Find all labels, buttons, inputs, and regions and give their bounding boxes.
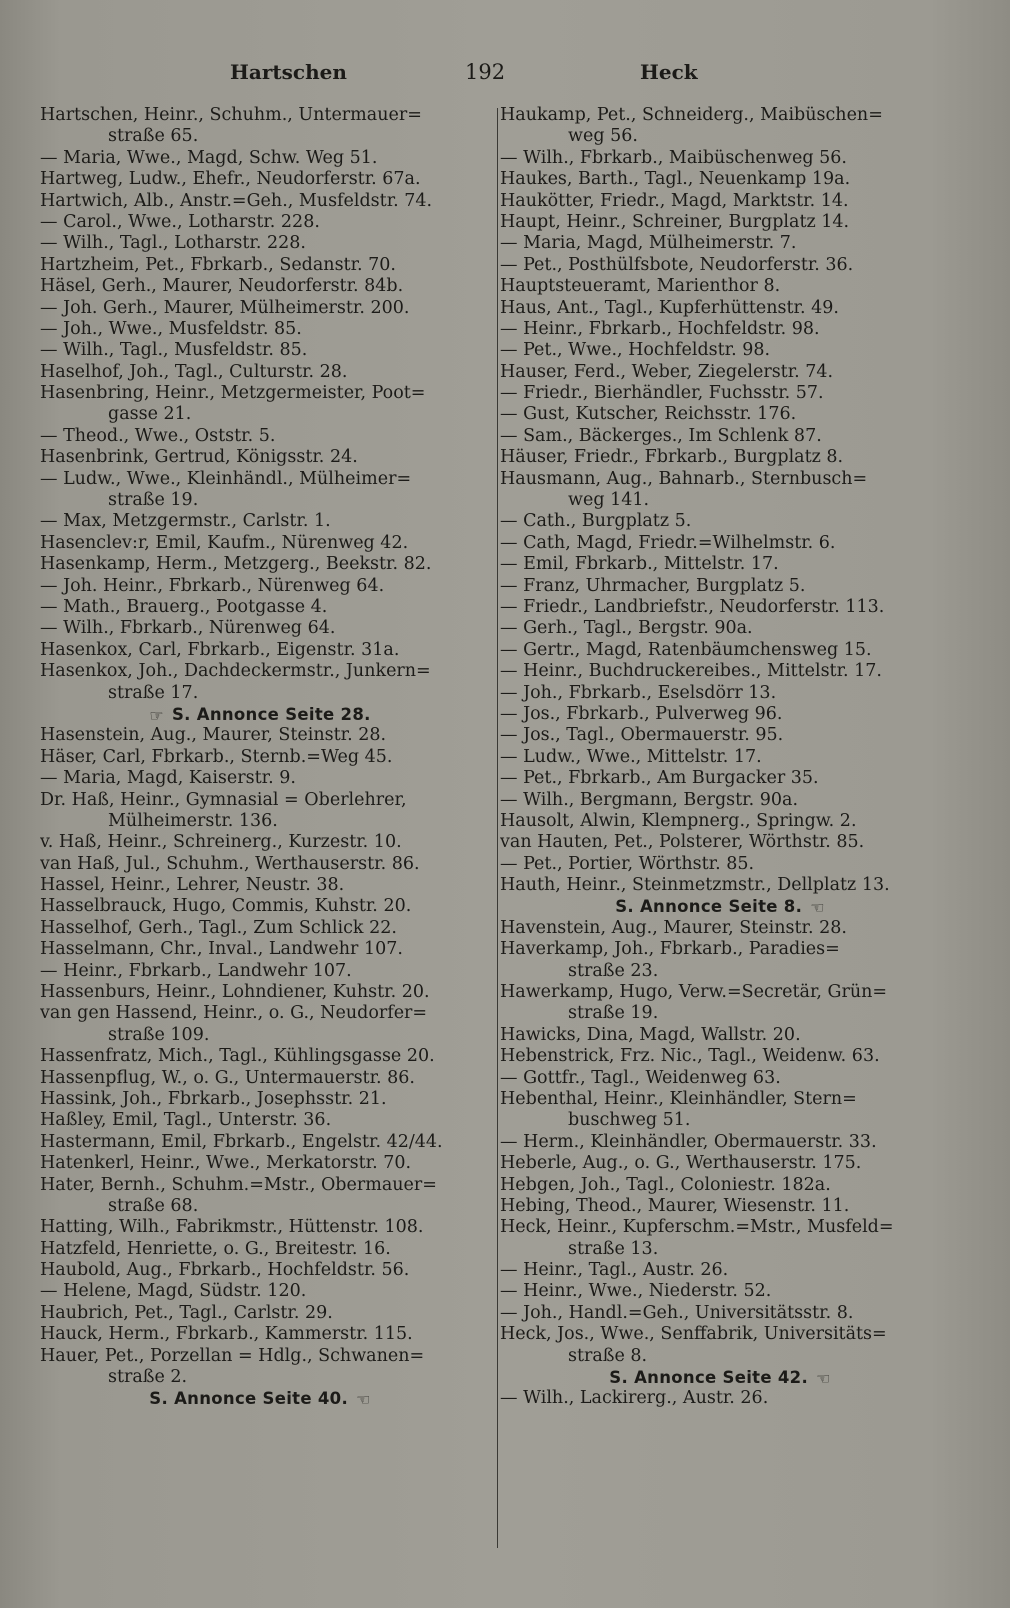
directory-entry: [40, 383, 480, 404]
entry-text: Heberle, Aug., o. G., Werthauserstr. 175.: [500, 1153, 862, 1174]
directory-entry: [40, 447, 480, 468]
entry-text: straße 19.: [108, 490, 199, 511]
directory-entry: [500, 1324, 940, 1345]
directory-entry: [40, 1324, 480, 1345]
entry-text: Hasselhof, Gerh., Tagl., Zum Schlick 22.: [40, 917, 397, 938]
directory-entry: [40, 340, 480, 361]
entry-text: straße 17.: [108, 682, 199, 703]
directory-entry: [40, 661, 480, 682]
entry-text: — Pet., Portier, Wörthstr. 85.: [500, 853, 755, 874]
entry-text: — Herm., Kleinhändler, Obermauerstr. 33.: [500, 1131, 877, 1152]
directory-entry: [500, 1046, 940, 1067]
entry-text: — Emil, Fbrkarb., Mittelstr. 17.: [500, 554, 779, 575]
entry-text: — Joh. Gerh., Maurer, Mülheimerstr. 200.: [40, 297, 410, 318]
entry-text: weg 56.: [568, 126, 638, 147]
entry-text: Häuser, Friedr., Fbrkarb., Burgplatz 8.: [500, 447, 844, 468]
entry-text: — Pet., Fbrkarb., Am Burgacker 35.: [500, 768, 819, 789]
entry-text: Haselhof, Joh., Tagl., Culturstr. 28.: [40, 361, 348, 382]
directory-entry: [40, 1110, 480, 1131]
entry-text: Hasenkox, Carl, Fbrkarb., Eigenstr. 31a.: [40, 639, 400, 660]
entry-text: — Joh., Handl.=Geh., Universitätsstr. 8.: [500, 1302, 854, 1323]
directory-entry: [500, 1175, 940, 1196]
page-number: 192: [465, 60, 506, 84]
entry-text: Hasselbrauck, Hugo, Commis, Kuhstr. 20.: [40, 896, 412, 917]
entry-text: Hauer, Pet., Porzellan = Hdlg., Schwanen=: [40, 1345, 425, 1366]
directory-entry: [500, 1025, 940, 1046]
directory-entry: [40, 362, 480, 383]
entry-text: — Jos., Fbrkarb., Pulverweg 96.: [500, 703, 783, 724]
left-column: [40, 105, 480, 1410]
directory-entry: [500, 554, 940, 575]
entry-text: — Heinr., Buchdruckereibes., Mittelstr. 17.: [500, 661, 882, 682]
directory-entry: [40, 105, 480, 126]
entry-text: — Gertr., Magd, Ratenbäumchensweg 15.: [500, 639, 872, 660]
entry-text: — Helene, Magd, Südstr. 120.: [40, 1281, 307, 1302]
entry-text: van Haß, Jul., Schuhm., Werthauserstr. 86.: [40, 853, 420, 874]
page-header: [40, 56, 970, 88]
entry-text: Dr. Haß, Heinr., Gymnasial = Oberlehrer,: [40, 789, 407, 810]
entry-continuation: [40, 683, 480, 704]
directory-entry: [40, 725, 480, 746]
directory-entry: [500, 939, 940, 960]
directory-entry: [40, 191, 480, 212]
header-right-running-title: Heck: [640, 60, 698, 84]
directory-entry: [40, 1068, 480, 1089]
entry-text: straße 19.: [568, 1003, 659, 1024]
entry-continuation: [500, 1110, 940, 1131]
entry-continuation: [40, 126, 480, 147]
entry-text: — Jos., Tagl., Obermauerstr. 95.: [500, 725, 784, 746]
entry-text: — Gust, Kutscher, Reichsstr. 176.: [500, 404, 797, 425]
entry-text: buschweg 51.: [568, 1110, 691, 1131]
entry-text: — Max, Metzgermstr., Carlstr. 1.: [40, 511, 331, 532]
directory-entry: [40, 469, 480, 490]
directory-entry: [40, 1175, 480, 1196]
entry-continuation: [500, 1003, 940, 1024]
directory-entry: [500, 1388, 940, 1409]
entry-text: Hebenstrick, Frz. Nic., Tagl., Weidenw. 63.: [500, 1046, 880, 1067]
directory-entry: [500, 1068, 940, 1089]
entry-text: Hassenfratz, Mich., Tagl., Kühlingsgasse 20.: [40, 1046, 435, 1067]
directory-entry: [40, 212, 480, 233]
entry-text: Häsel, Gerh., Maurer, Neudorferstr. 84b.: [40, 276, 404, 297]
directory-entry: [40, 832, 480, 853]
directory-entry: [40, 768, 480, 789]
entry-text: v. Haß, Heinr., Schreinerg., Kurzestr. 10.: [40, 832, 402, 853]
entry-text: Hasselmann, Chr., Inval., Landwehr 107.: [40, 939, 403, 960]
directory-entry: [40, 511, 480, 532]
entry-text: Heck, Jos., Wwe., Senffabrik, Universitäts=: [500, 1324, 887, 1345]
entry-text: Hasenkox, Joh., Dachdeckermstr., Junkern=: [40, 661, 431, 682]
entry-text: — Gerh., Tagl., Bergstr. 90a.: [500, 618, 753, 639]
directory-entry: [40, 1303, 480, 1324]
entry-text: — Heinr., Wwe., Niederstr. 52.: [500, 1281, 772, 1302]
entry-text: Haukamp, Pet., Schneiderg., Maibüschen=: [500, 105, 883, 125]
entry-text: — Wilh., Fbrkarb., Maibüschenweg 56.: [500, 147, 847, 168]
directory-entry: [500, 832, 940, 853]
entry-text: Hatting, Wilh., Fabrikmstr., Hüttenstr. 108.: [40, 1217, 424, 1238]
directory-entry: [500, 1217, 940, 1238]
entry-text: straße 13.: [568, 1238, 659, 1259]
directory-entry: [40, 640, 480, 661]
directory-entry: [500, 105, 940, 126]
entry-text: Haubrich, Pet., Tagl., Carlstr. 29.: [40, 1302, 333, 1323]
entry-text: gasse 21.: [108, 404, 192, 425]
entry-continuation: [500, 1346, 940, 1367]
directory-entry: [500, 982, 940, 1003]
entry-text: — Friedr., Landbriefstr., Neudorferstr. 113.: [500, 596, 885, 617]
entry-text: — Gottfr., Tagl., Weidenweg 63.: [500, 1067, 781, 1088]
directory-entry: [40, 169, 480, 190]
entry-text: Hassenburs, Heinr., Lohndiener, Kuhstr. 20.: [40, 982, 430, 1003]
directory-entry: [40, 1153, 480, 1174]
entry-text: Mülheimerstr. 136.: [108, 810, 278, 831]
directory-entry: [500, 790, 940, 811]
header-left-running-title: Hartschen: [230, 60, 347, 84]
entry-continuation: [500, 961, 940, 982]
entry-text: — Heinr., Fbrkarb., Landwehr 107.: [40, 960, 352, 981]
entry-text: straße 65.: [108, 126, 199, 147]
entry-text: — Cath, Magd, Friedr.=Wilhelmstr. 6.: [500, 532, 836, 553]
entry-text: — Franz, Uhrmacher, Burgplatz 5.: [500, 575, 806, 596]
directory-entry: [500, 661, 940, 682]
entry-text: Hatenkerl, Heinr., Wwe., Merkatorstr. 70.: [40, 1153, 412, 1174]
entry-text: weg 141.: [568, 490, 650, 511]
entry-text: Hasenkamp, Herm., Metzgerg., Beekstr. 82.: [40, 554, 432, 575]
entry-text: Hartweg, Ludw., Ehefr., Neudorferstr. 67a.: [40, 169, 421, 190]
entry-text: Hassink, Joh., Fbrkarb., Josephsstr. 21.: [40, 1088, 387, 1109]
directory-entry: [40, 790, 480, 811]
annonce-reference: [40, 1388, 480, 1409]
directory-entry: [500, 340, 940, 361]
directory-entry: [40, 255, 480, 276]
directory-entry: [500, 511, 940, 532]
entry-text: — Wilh., Bergmann, Bergstr. 90a.: [500, 789, 799, 810]
directory-entry: [40, 233, 480, 254]
entry-text: Hartwich, Alb., Anstr.=Geh., Musfeldstr. 74.: [40, 190, 433, 211]
entry-text: Haus, Ant., Tagl., Kupferhüttenstr. 49.: [500, 297, 839, 318]
directory-entry: [500, 255, 940, 276]
entry-text: S. Annonce Seite 28.: [171, 704, 371, 724]
entry-text: Hauth, Heinr., Steinmetzmstr., Dellplatz 13.: [500, 875, 890, 896]
entry-text: Hatzfeld, Henriette, o. G., Breitestr. 16.: [40, 1238, 391, 1259]
entry-text: Haubold, Aug., Fbrkarb., Hochfeldstr. 56.: [40, 1260, 410, 1281]
entry-text: Hawerkamp, Hugo, Verw.=Secretär, Grün=: [500, 982, 888, 1003]
entry-continuation: [40, 404, 480, 425]
entry-text: van Hauten, Pet., Polsterer, Wörthstr. 85.: [500, 832, 865, 853]
entry-text: Hausolt, Alwin, Klempnerg., Springw. 2.: [500, 810, 857, 831]
entry-text: Haukes, Barth., Tagl., Neuenkamp 19a.: [500, 169, 851, 190]
entry-text: — Cath., Burgplatz 5.: [500, 511, 692, 532]
directory-entry: [500, 768, 940, 789]
entry-text: Hater, Bernh., Schuhm.=Mstr., Obermauer=: [40, 1174, 437, 1195]
entry-continuation: [40, 490, 480, 511]
directory-entry: [500, 618, 940, 639]
entry-text: — Joh., Wwe., Musfeldstr. 85.: [40, 318, 302, 339]
directory-entry: [500, 747, 940, 768]
directory-entry: [500, 276, 940, 297]
directory-entry: [500, 597, 940, 618]
directory-entry: [500, 447, 940, 468]
directory-entry: [500, 1303, 940, 1324]
entry-text: Hasenstein, Aug., Maurer, Steinstr. 28.: [40, 725, 387, 746]
directory-entry: [500, 383, 940, 404]
entry-text: Hasenclev:r, Emil, Kaufm., Nürenweg 42.: [40, 532, 409, 553]
directory-entry: [40, 597, 480, 618]
entry-text: — Sam., Bäckerges., Im Schlenk 87.: [500, 425, 822, 446]
entry-text: straße 23.: [568, 960, 659, 981]
directory-entry: [500, 404, 940, 425]
entry-text: — Maria, Wwe., Magd, Schw. Weg 51.: [40, 147, 378, 168]
directory-entry: [40, 298, 480, 319]
directory-entry: [40, 1281, 480, 1302]
directory-entry: [500, 875, 940, 896]
pointing-hand-left-icon: ☜: [810, 898, 825, 918]
entry-text: — Ludw., Wwe., Kleinhändl., Mülheimer=: [40, 468, 412, 489]
directory-entry: [500, 1132, 940, 1153]
entry-text: straße 2.: [108, 1367, 188, 1388]
directory-entry: [40, 533, 480, 554]
directory-entry: [40, 747, 480, 768]
annonce-reference: [500, 1367, 940, 1388]
directory-entry: [500, 704, 940, 725]
entry-text: Hawicks, Dina, Magd, Wallstr. 20.: [500, 1024, 801, 1045]
entry-text: Haverkamp, Joh., Fbrkarb., Paradies=: [500, 939, 840, 960]
entry-continuation: [500, 1239, 940, 1260]
directory-entry: [500, 426, 940, 447]
entry-text: S. Annonce Seite 8.: [615, 897, 803, 917]
entry-text: — Ludw., Wwe., Mittelstr. 17.: [500, 746, 762, 767]
entry-text: Hasenbrink, Gertrud, Königsstr. 24.: [40, 447, 358, 468]
directory-entry: [500, 533, 940, 554]
entry-text: — Theod., Wwe., Oststr. 5.: [40, 425, 276, 446]
directory-entry: [40, 1089, 480, 1110]
entry-text: — Maria, Magd, Mülheimerstr. 7.: [500, 233, 797, 254]
entry-text: — Wilh., Lackirerg., Austr. 26.: [500, 1388, 769, 1409]
directory-entry: [40, 148, 480, 169]
directory-entry: [500, 298, 940, 319]
entry-text: — Wilh., Tagl., Lotharstr. 228.: [40, 233, 306, 254]
entry-text: — Math., Brauerg., Pootgasse 4.: [40, 596, 328, 617]
entry-text: van gen Hassend, Heinr., o. G., Neudorfer=: [40, 1003, 428, 1024]
directory-entry: [40, 1046, 480, 1067]
directory-entry: [40, 618, 480, 639]
pointing-hand-left-icon: ☜: [356, 1390, 371, 1410]
directory-entry: [500, 362, 940, 383]
entry-text: Heck, Heinr., Kupferschm.=Mstr., Musfeld=: [500, 1217, 894, 1238]
column-divider: [497, 108, 498, 1548]
directory-entry: [500, 233, 940, 254]
entry-text: straße 8.: [568, 1345, 648, 1366]
directory-entry: [40, 1217, 480, 1238]
right-column: [500, 105, 940, 1410]
directory-entry: [500, 918, 940, 939]
pointing-hand-left-icon: ☜: [816, 1368, 831, 1388]
entry-text: — Joh. Heinr., Fbrkarb., Nürenweg 64.: [40, 575, 385, 596]
entry-text: — Carol., Wwe., Lotharstr. 228.: [40, 211, 320, 232]
entry-text: — Joh., Fbrkarb., Eselsdörr 13.: [500, 682, 777, 703]
entry-text: Haßley, Emil, Tagl., Unterstr. 36.: [40, 1110, 332, 1131]
entry-text: — Wilh., Fbrkarb., Nürenweg 64.: [40, 618, 336, 639]
directory-entry: [500, 683, 940, 704]
entry-text: — Heinr., Tagl., Austr. 26.: [500, 1260, 729, 1281]
entry-text: Hauptsteueramt, Marienthor 8.: [500, 276, 781, 297]
entry-text: Hastermann, Emil, Fbrkarb., Engelstr. 42/44.: [40, 1131, 443, 1152]
entry-text: Hausmann, Aug., Bahnarb., Sternbusch=: [500, 468, 868, 489]
entry-text: Hassel, Heinr., Lehrer, Neustr. 38.: [40, 875, 345, 896]
directory-entry: [500, 576, 940, 597]
entry-text: Hebenthal, Heinr., Kleinhändler, Stern=: [500, 1088, 857, 1109]
entry-text: straße 109.: [108, 1024, 210, 1045]
directory-entry: [40, 1003, 480, 1024]
directory-entry: [40, 1346, 480, 1367]
entry-continuation: [40, 811, 480, 832]
entry-continuation: [40, 1367, 480, 1388]
entry-continuation: [500, 126, 940, 147]
entry-text: Haupt, Heinr., Schreiner, Burgplatz 14.: [500, 211, 850, 232]
directory-entry: [40, 576, 480, 597]
entry-text: — Heinr., Fbrkarb., Hochfeldstr. 98.: [500, 318, 820, 339]
entry-text: straße 68.: [108, 1195, 199, 1216]
directory-entry: [500, 1281, 940, 1302]
directory-entry: [500, 640, 940, 661]
entry-text: Hauck, Herm., Fbrkarb., Kammerstr. 115.: [40, 1324, 413, 1345]
entry-text: Hassenpflug, W., o. G., Untermauerstr. 86.: [40, 1067, 415, 1088]
directory-entry: [500, 319, 940, 340]
directory-entry: [500, 1260, 940, 1281]
directory-entry: [40, 1239, 480, 1260]
directory-entry: [40, 854, 480, 875]
entry-text: Hartzheim, Pet., Fbrkarb., Sedanstr. 70.: [40, 254, 396, 275]
directory-entry: [40, 426, 480, 447]
directory-entry: [40, 918, 480, 939]
entry-text: — Pet., Posthülfsbote, Neudorferstr. 36.: [500, 254, 854, 275]
entry-text: — Wilh., Tagl., Musfeldstr. 85.: [40, 340, 308, 361]
directory-entry: [500, 854, 940, 875]
directory-entry: [500, 1196, 940, 1217]
entry-text: — Friedr., Bierhändler, Fuchsstr. 57.: [500, 383, 824, 404]
entry-text: Haukötter, Friedr., Magd, Marktstr. 14.: [500, 190, 849, 211]
entry-text: S. Annonce Seite 40.: [149, 1389, 349, 1409]
directory-entry: [500, 811, 940, 832]
directory-entry: [500, 191, 940, 212]
directory-entry: [500, 169, 940, 190]
annonce-reference: [40, 704, 480, 725]
directory-entry: [40, 276, 480, 297]
entry-text: S. Annonce Seite 42.: [609, 1368, 809, 1388]
directory-entry: [40, 875, 480, 896]
directory-entry: [40, 319, 480, 340]
directory-entry: [40, 939, 480, 960]
entry-text: Havenstein, Aug., Maurer, Steinstr. 28.: [500, 917, 847, 938]
entry-continuation: [40, 1196, 480, 1217]
directory-entry: [40, 982, 480, 1003]
directory-entry: [500, 212, 940, 233]
directory-entry: [40, 554, 480, 575]
pointing-hand-right-icon: ☞: [149, 705, 164, 725]
directory-entry: [40, 896, 480, 917]
directory-entry: [500, 1153, 940, 1174]
directory-entry: [40, 1260, 480, 1281]
directory-entry: [40, 1132, 480, 1153]
entry-text: Hebgen, Joh., Tagl., Coloniestr. 182a.: [500, 1174, 831, 1195]
directory-entry: [500, 469, 940, 490]
directory-entry: [40, 961, 480, 982]
directory-entry: [500, 725, 940, 746]
entry-continuation: [500, 490, 940, 511]
entry-text: Hartschen, Heinr., Schuhm., Untermauer=: [40, 105, 422, 125]
entry-continuation: [40, 1025, 480, 1046]
directory-entry: [500, 148, 940, 169]
entry-text: — Pet., Wwe., Hochfeldstr. 98.: [500, 340, 771, 361]
entry-text: Häser, Carl, Fbrkarb., Sternb.=Weg 45.: [40, 746, 393, 767]
entry-text: — Maria, Magd, Kaiserstr. 9.: [40, 768, 296, 789]
entry-text: Hauser, Ferd., Weber, Ziegelerstr. 74.: [500, 361, 834, 382]
directory-entry: [500, 1089, 940, 1110]
entry-text: Hasenbring, Heinr., Metzgermeister, Poot=: [40, 383, 426, 404]
annonce-reference: [500, 896, 940, 917]
entry-text: Hebing, Theod., Maurer, Wiesenstr. 11.: [500, 1195, 850, 1216]
